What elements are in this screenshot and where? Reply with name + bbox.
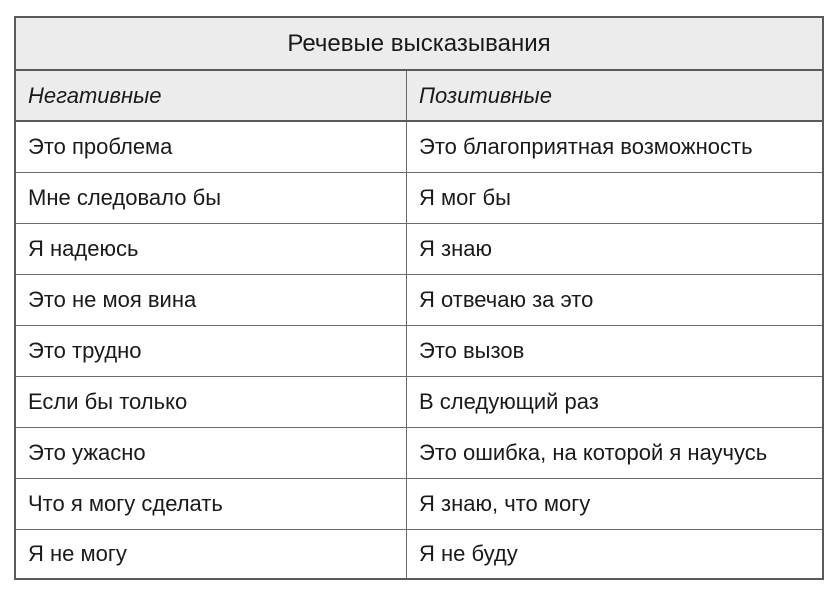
positive-statement-cell: Это ошибка, на которой я научусь [419,440,768,465]
speech-statements-table [14,16,824,580]
negative-statement-cell: Это трудно [16,326,407,376]
table-row [16,530,822,578]
table-row [16,428,822,479]
negative-statement-cell: Это не моя вина [16,275,407,325]
negative-statement-cell: Если бы только [16,377,407,427]
positive-statement-cell: Это благоприятная возможность [419,134,753,159]
positive-statement-cell: Я мог бы [419,185,511,210]
positive-statement-cell: Я знаю, что могу [419,491,591,516]
table-row [16,275,822,326]
positive-statement-cell: В следующий раз [419,389,599,414]
table-row [16,377,822,428]
positive-statement-cell: Я отвечаю за это [419,287,594,312]
negative-statement-cell: Это проблема [16,122,407,172]
table-row [16,173,822,224]
table-row [16,122,822,173]
table-row [16,326,822,377]
column-header-positive: Позитивные [419,82,552,108]
negative-statement-cell: Я не могу [16,530,407,578]
positive-statement-cell: Я знаю [419,236,492,261]
table-row [16,224,822,275]
negative-statement-cell: Я надеюсь [16,224,407,274]
negative-statement-cell: Что я могу сделать [16,479,407,529]
table-row [16,479,822,530]
negative-statement-cell: Мне следовало бы [16,173,407,223]
column-header-negative: Негативные [16,71,407,120]
positive-statement-cell: Это вызов [419,338,525,363]
table-title: Речевые высказывания [16,18,822,71]
negative-statement-cell: Это ужасно [16,428,407,478]
positive-statement-cell: Я не буду [419,541,518,566]
table-header-row [16,71,822,122]
